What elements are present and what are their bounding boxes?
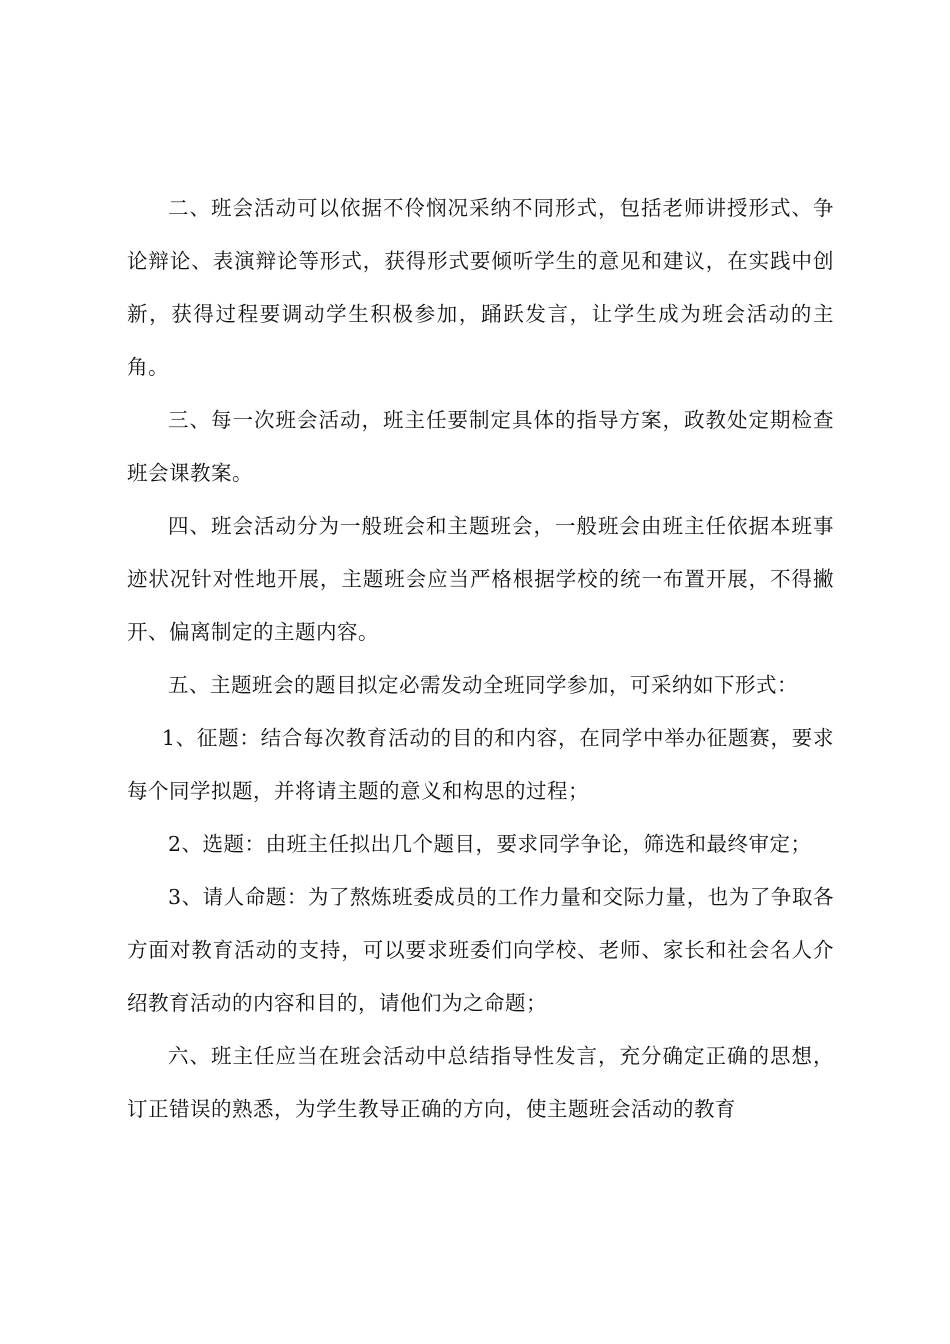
paragraph-item-2: 2、选题：由班主任拟出几个题目，要求同学争论，筛选和最终审定； [168, 832, 812, 856]
document-body [127, 182, 834, 1136]
paragraph-section-3: 三、每一次班会活动，班主任要制定具体的指导方案，政教处定期检查班会课教案。 [127, 408, 834, 485]
paragraph-section-5: 五、主题班会的题目拟定必需发动全班同学参加，可采纳如下形式： [168, 673, 798, 697]
paragraph-item-1: 1、征题：结合每次教育活动的目的和内容，在同学中举办征题赛，要求每个同学拟题，并将请主题的意义和构思的过程； [127, 726, 834, 803]
paragraph-section-2: 二、班会活动可以依据不伶悯况采纳不同形式，包括老师讲授形式、争论辩论、表演辩论等形式，获得形式要倾听学生的意见和建议，在实践中创新，获得过程要调动学生积极参加，踊跃发言，让学生成为班会活动的主角。 [127, 196, 834, 379]
paragraph-section-6: 六、班主任应当在班会活动中总结指导性发言，充分确定正确的思想，订正错误的熟悉，为学生教导正确的方向，使主题班会活动的教育 [127, 1044, 834, 1121]
paragraph-item-3: 3、请人命题：为了熬炼班委成员的工作力量和交际力量，也为了争取各方面对教育活动的支持，可以要求班委们向学校、老师、家长和社会名人介绍教育活动的内容和目的，请他们为之命题； [127, 885, 834, 1015]
paragraph-section-4: 四、班会活动分为一般班会和主题班会，一般班会由班主任依据本班事迹状况针对性地开展，主题班会应当严格根据学校的统一布置开展，不得撇开、偏离制定的主题内容。 [127, 514, 834, 644]
